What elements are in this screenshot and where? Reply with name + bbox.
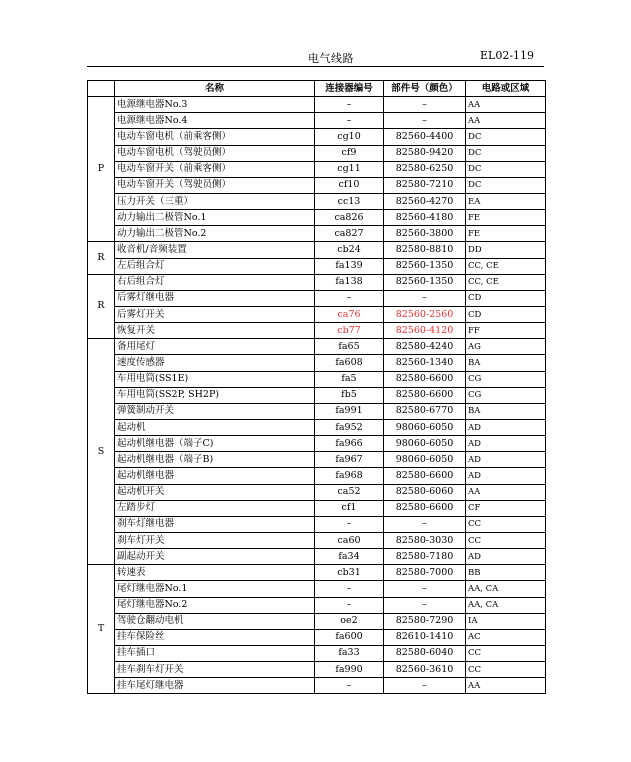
part-number: 82560-4400	[384, 129, 466, 145]
circuit-area: AG	[466, 339, 546, 355]
page-section-title: 电气线路	[308, 52, 354, 65]
part-number: 82580-8810	[384, 242, 466, 258]
connector-number: cg10	[315, 129, 384, 145]
component-name: 刹车灯开关	[115, 532, 315, 548]
part-number: 82560-3610	[384, 662, 466, 678]
circuit-area: CC	[466, 516, 546, 532]
connector-number: cf9	[315, 145, 384, 161]
circuit-area: AD	[466, 436, 546, 452]
table-row	[88, 516, 546, 532]
page-code: EL02-119	[480, 49, 535, 62]
group-column-header	[88, 81, 115, 97]
component-name: 电动车窗电机（前乘客侧）	[115, 129, 315, 145]
part-number: 82580-3030	[384, 532, 466, 548]
component-name: 起动机继电器	[115, 468, 315, 484]
circuit-area: CG	[466, 387, 546, 403]
circuit-area: AA, CA	[466, 581, 546, 597]
connector-number: fb5	[315, 387, 384, 403]
table-row	[88, 436, 546, 452]
part-number: 82560-2560	[384, 306, 466, 322]
table-row	[88, 662, 546, 678]
connector-number: fa991	[315, 403, 384, 419]
part-number: 98060-6050	[384, 419, 466, 435]
group-letter: P	[88, 97, 115, 242]
circuit-area: CC	[466, 662, 546, 678]
connector-number: –	[315, 678, 384, 694]
connector-number: fa139	[315, 258, 384, 274]
component-name: 挂车保险丝	[115, 629, 315, 645]
circuit-area: DC	[466, 145, 546, 161]
component-name: 速度传感器	[115, 355, 315, 371]
component-name: 收音机/音频装置	[115, 242, 315, 258]
connector-number: cc13	[315, 193, 384, 209]
component-name: 起动机	[115, 419, 315, 435]
component-name: 电源继电器No.3	[115, 97, 315, 113]
circuit-area: AA, CA	[466, 597, 546, 613]
table-row	[88, 193, 546, 209]
circuit-area: FF	[466, 323, 546, 339]
circuit-area-column-header: 电路或区域	[466, 81, 546, 97]
component-name: 起动机继电器（端子B)	[115, 452, 315, 468]
circuit-area: DC	[466, 177, 546, 193]
component-name: 起动机开关	[115, 484, 315, 500]
circuit-area: BB	[466, 565, 546, 581]
table-row	[88, 210, 546, 226]
part-number: –	[384, 597, 466, 613]
component-name: 动力输出二极管No.2	[115, 226, 315, 242]
table-body	[88, 97, 546, 694]
part-number: 82580-6600	[384, 387, 466, 403]
connector-number: ca76	[315, 306, 384, 322]
circuit-area: CG	[466, 371, 546, 387]
table-row	[88, 678, 546, 694]
connector-number: cf10	[315, 177, 384, 193]
component-name: 刹车灯继电器	[115, 516, 315, 532]
part-number: 82560-1350	[384, 274, 466, 290]
component-name: 后雾灯开关	[115, 306, 315, 322]
table-row	[88, 484, 546, 500]
part-number: 82560-4120	[384, 323, 466, 339]
connector-number: fa65	[315, 339, 384, 355]
table-row	[88, 242, 546, 258]
connector-number: cf1	[315, 500, 384, 516]
component-name: 挂车插口	[115, 645, 315, 661]
connector-number: –	[315, 581, 384, 597]
circuit-area: AC	[466, 629, 546, 645]
circuit-area: AD	[466, 419, 546, 435]
component-name: 电源继电器No.4	[115, 113, 315, 129]
table-row	[88, 629, 546, 645]
component-name: 副起动开关	[115, 549, 315, 565]
connector-number: fa34	[315, 549, 384, 565]
component-name: 右后组合灯	[115, 274, 315, 290]
part-number: 82560-3800	[384, 226, 466, 242]
connector-number: fa608	[315, 355, 384, 371]
part-number: –	[384, 113, 466, 129]
circuit-area: AD	[466, 452, 546, 468]
connector-number: cg11	[315, 161, 384, 177]
component-name: 恢复开关	[115, 323, 315, 339]
part-number: 82580-6600	[384, 468, 466, 484]
part-number: 98060-6050	[384, 436, 466, 452]
connector-number: –	[315, 97, 384, 113]
header-divider	[87, 66, 544, 67]
component-name: 压力开关（三重）	[115, 193, 315, 209]
part-number: –	[384, 290, 466, 306]
part-number: 82560-1350	[384, 258, 466, 274]
table-row	[88, 161, 546, 177]
table-row	[88, 532, 546, 548]
part-number: –	[384, 678, 466, 694]
circuit-area: CD	[466, 290, 546, 306]
component-name: 备用尾灯	[115, 339, 315, 355]
component-name: 挂车尾灯继电器	[115, 678, 315, 694]
table-row	[88, 597, 546, 613]
connector-number: fa138	[315, 274, 384, 290]
circuit-area: AA	[466, 113, 546, 129]
component-name: 电动车窗电机（驾驶员侧）	[115, 145, 315, 161]
group-letter: R	[88, 242, 115, 274]
circuit-area: BA	[466, 355, 546, 371]
connector-number: –	[315, 597, 384, 613]
table-row	[88, 371, 546, 387]
circuit-area: IA	[466, 613, 546, 629]
connector-number: ca826	[315, 210, 384, 226]
connector-number: oe2	[315, 613, 384, 629]
circuit-area: DD	[466, 242, 546, 258]
circuit-area: AD	[466, 468, 546, 484]
component-name: 后雾灯继电器	[115, 290, 315, 306]
part-number: –	[384, 97, 466, 113]
connector-number: ca60	[315, 532, 384, 548]
circuit-area: DC	[466, 161, 546, 177]
component-name: 左踏步灯	[115, 500, 315, 516]
component-name: 驾驶仓翻动电机	[115, 613, 315, 629]
circuit-area: AA	[466, 97, 546, 113]
part-number: 82560-1340	[384, 355, 466, 371]
table-row	[88, 452, 546, 468]
circuit-area: AA	[466, 484, 546, 500]
connector-number: fa33	[315, 645, 384, 661]
connector-number: fa952	[315, 419, 384, 435]
table-row	[88, 565, 546, 581]
circuit-area: CF	[466, 500, 546, 516]
circuit-area: FE	[466, 226, 546, 242]
circuit-area: AD	[466, 549, 546, 565]
connector-number: fa5	[315, 371, 384, 387]
connector-number: fa600	[315, 629, 384, 645]
group-letter: T	[88, 565, 115, 694]
table-row	[88, 323, 546, 339]
circuit-area: BA	[466, 403, 546, 419]
connector-number: fa990	[315, 662, 384, 678]
connector-number: ca52	[315, 484, 384, 500]
table-row	[88, 339, 546, 355]
table-row	[88, 290, 546, 306]
component-name: 电动车窗开关（前乘客侧）	[115, 161, 315, 177]
table-row	[88, 500, 546, 516]
group-letter: R	[88, 274, 115, 339]
table-row	[88, 581, 546, 597]
component-name: 车用电筒(SS2P, SH2P)	[115, 387, 315, 403]
part-number: 82560-4270	[384, 193, 466, 209]
table-row	[88, 419, 546, 435]
connector-number: cb31	[315, 565, 384, 581]
part-number: –	[384, 516, 466, 532]
component-name: 尾灯继电器No.1	[115, 581, 315, 597]
connector-number: cb77	[315, 323, 384, 339]
component-name: 动力输出二极管No.1	[115, 210, 315, 226]
component-name: 弹簧制动开关	[115, 403, 315, 419]
part-number-column-header: 部件号（颜色）	[384, 81, 466, 97]
part-number: 82580-4240	[384, 339, 466, 355]
component-name: 挂车刹车灯开关	[115, 662, 315, 678]
part-number: 82580-6600	[384, 371, 466, 387]
component-name: 左后组合灯	[115, 258, 315, 274]
circuit-area: EA	[466, 193, 546, 209]
part-number: 82580-7180	[384, 549, 466, 565]
part-number: –	[384, 581, 466, 597]
connector-number: fa966	[315, 436, 384, 452]
table-row	[88, 355, 546, 371]
component-name: 车用电筒(SS1E)	[115, 371, 315, 387]
part-number: 82580-9420	[384, 145, 466, 161]
part-number: 82580-6600	[384, 500, 466, 516]
part-number: 82580-6040	[384, 645, 466, 661]
connector-number: fa967	[315, 452, 384, 468]
table-row	[88, 468, 546, 484]
part-number: 82560-4180	[384, 210, 466, 226]
connector-number: fa968	[315, 468, 384, 484]
circuit-area: CC, CE	[466, 274, 546, 290]
component-name: 起动机继电器（端子C)	[115, 436, 315, 452]
connector-number: –	[315, 516, 384, 532]
circuit-area: CD	[466, 306, 546, 322]
table-row	[88, 226, 546, 242]
table-row	[88, 645, 546, 661]
part-number: 82580-6060	[384, 484, 466, 500]
table-row	[88, 549, 546, 565]
part-number: 82580-6250	[384, 161, 466, 177]
circuit-area: CC	[466, 645, 546, 661]
table-row	[88, 145, 546, 161]
table-row	[88, 403, 546, 419]
name-column-header: 名称	[115, 81, 315, 97]
part-number: 82580-7290	[384, 613, 466, 629]
table-row	[88, 177, 546, 193]
part-number: 82580-6770	[384, 403, 466, 419]
table-row	[88, 113, 546, 129]
part-number: 82580-7000	[384, 565, 466, 581]
circuit-area: CC, CE	[466, 258, 546, 274]
component-name: 转速表	[115, 565, 315, 581]
group-letter: S	[88, 339, 115, 565]
circuit-area: CC	[466, 532, 546, 548]
connector-column-header: 连接器编号	[315, 81, 384, 97]
circuit-area: DC	[466, 129, 546, 145]
part-number: 82580-7210	[384, 177, 466, 193]
table-row	[88, 387, 546, 403]
connector-number: –	[315, 290, 384, 306]
circuit-area: FE	[466, 210, 546, 226]
component-name: 电动车窗开关（驾驶员侧）	[115, 177, 315, 193]
component-name: 尾灯继电器No.2	[115, 597, 315, 613]
connector-table	[87, 80, 546, 694]
part-number: 98060-6050	[384, 452, 466, 468]
part-number: 82610-1410	[384, 629, 466, 645]
connector-number: ca827	[315, 226, 384, 242]
circuit-area: AA	[466, 678, 546, 694]
table-row	[88, 306, 546, 322]
table-row	[88, 129, 546, 145]
table-row	[88, 274, 546, 290]
connector-number: cb24	[315, 242, 384, 258]
table-row	[88, 258, 546, 274]
table-row	[88, 613, 546, 629]
table-row	[88, 97, 546, 113]
table-header-row	[88, 81, 546, 97]
connector-number: –	[315, 113, 384, 129]
